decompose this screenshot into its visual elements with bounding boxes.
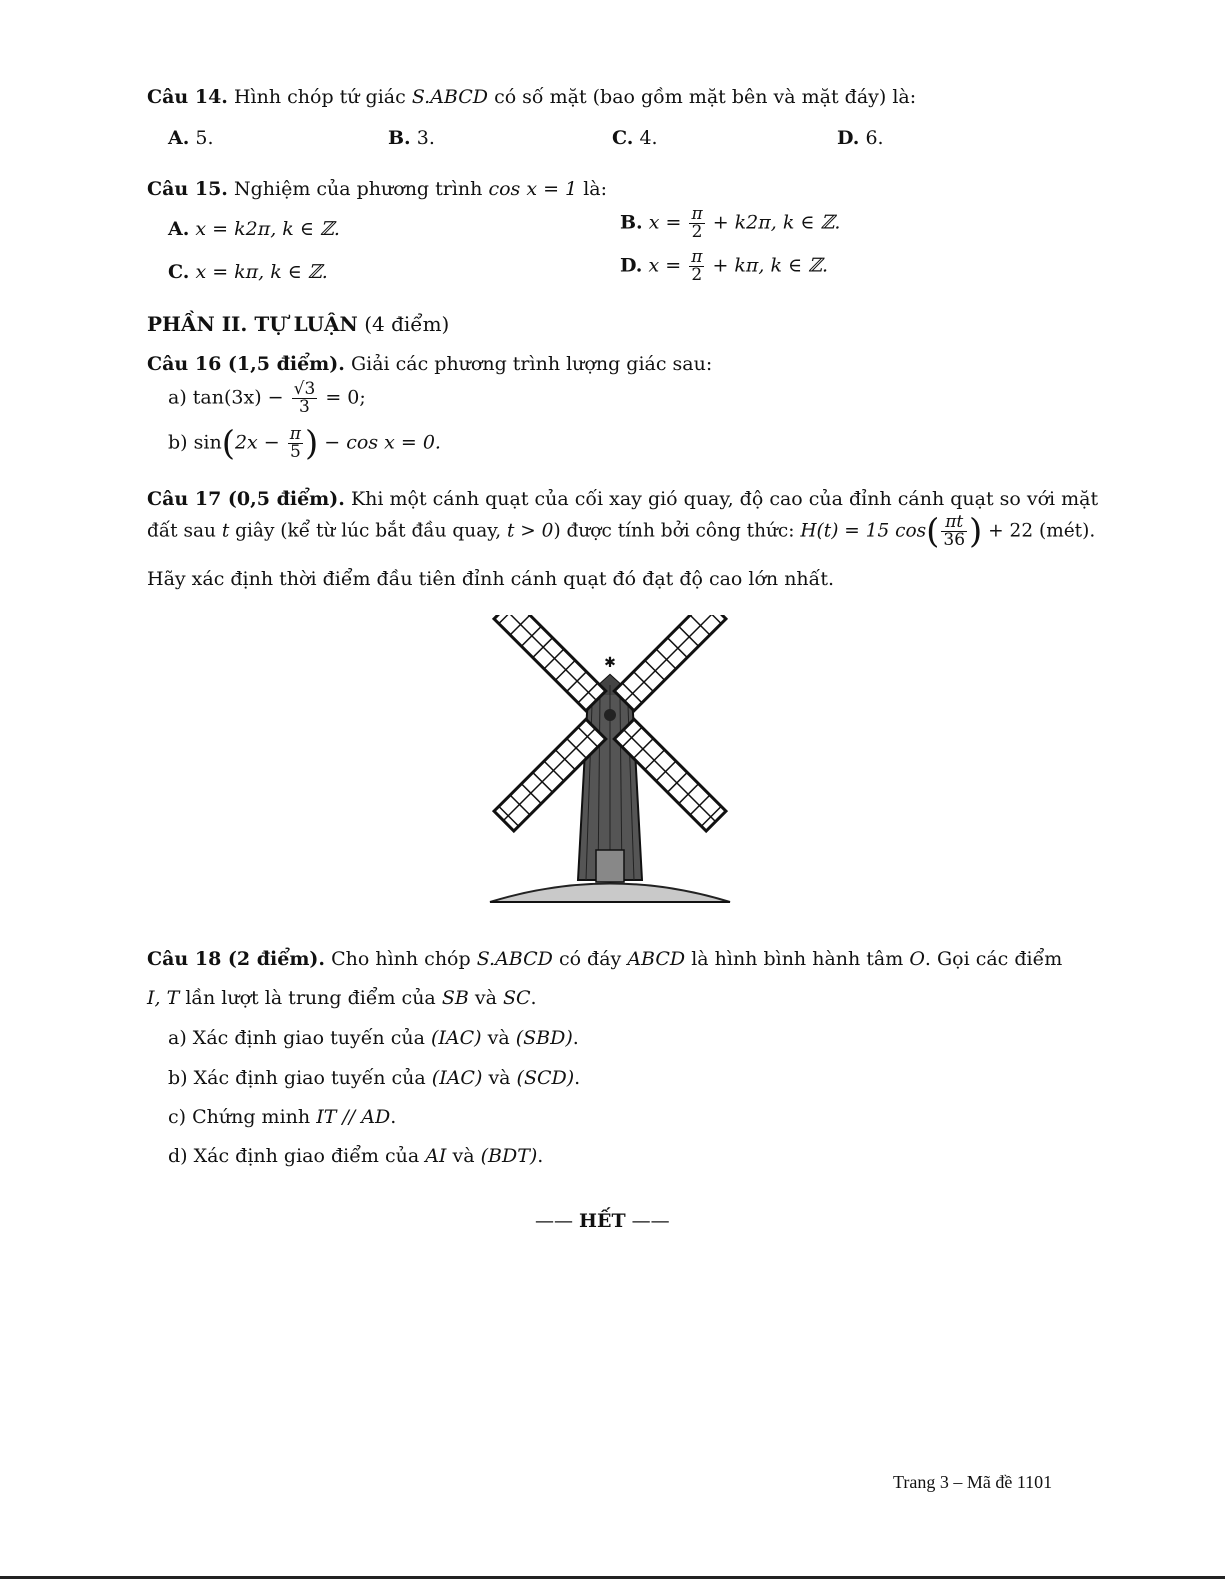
- q18-part-c: c) Chứng minh IT // AD.: [168, 1106, 397, 1128]
- q17-label: Câu 17 (0,5 điểm).: [147, 488, 345, 510]
- q16-part-b: b) sin(2x − $\frac{\pi}{5}$ ) − cos x = 0.: [168, 423, 441, 464]
- q15-option-b: B. x = $\frac{\pi}{2}$ + k2π, k ∈ ℤ.: [620, 204, 841, 242]
- bottom-rule: [0, 1576, 1225, 1579]
- q18-label: Câu 18 (2 điểm).: [147, 948, 326, 970]
- end-mark: —— HẾT ——: [535, 1210, 670, 1232]
- q18-part-d: d) Xác định giao điểm của AI và (BDT).: [168, 1145, 544, 1167]
- q14-label: Câu 14.: [147, 86, 228, 108]
- q14-option-d: D. 6.: [837, 127, 884, 149]
- q18-part-b: b) Xác định giao tuyến của (IAC) và (SCD).: [168, 1067, 581, 1089]
- q15-stem: Câu 15. Nghiệm của phương trình cos x = 1 là:: [147, 178, 607, 200]
- page-footer: Trang 3 – Mã đề 1101: [893, 1472, 1053, 1492]
- windmill-image: [480, 615, 740, 910]
- q14-option-b: B. 3.: [388, 127, 435, 149]
- q17-line1: Câu 17 (0,5 điểm). Khi một cánh quạt của cối xay gió quay, độ cao của đỉnh cánh quạt so với mặt: [147, 488, 1099, 510]
- q15-option-c: C. x = kπ, k ∈ ℤ.: [168, 261, 328, 283]
- part2-heading: PHẦN II. TỰ LUẬN (4 điểm): [147, 312, 450, 336]
- q14-option-a: A. 5.: [168, 127, 214, 149]
- q14-stem: Câu 14. Hình chóp tứ giác S.ABCD có số mặt (bao gồm mặt bên và mặt đáy) là:: [147, 86, 917, 108]
- q16-part-a: a) tan(3x) − $\frac{√3}{3}$ = 0;: [168, 379, 366, 417]
- svg-text:✱: ✱: [604, 655, 616, 671]
- q15-option-d: D. x = $\frac{\pi}{2}$ + kπ, k ∈ ℤ.: [620, 247, 829, 285]
- q18-line2: I, T lần lượt là trung điểm của SB và SC.: [147, 987, 537, 1009]
- q17-line3: Hãy xác định thời điểm đầu tiên đỉnh cánh quạt đó đạt độ cao lớn nhất.: [147, 568, 834, 590]
- q15-label: Câu 15.: [147, 178, 228, 200]
- q18-part-a: a) Xác định giao tuyến của (IAC) và (SBD).: [168, 1027, 579, 1049]
- q16-stem: Câu 16 (1,5 điểm). Giải các phương trình lượng giác sau:: [147, 353, 713, 375]
- q18-line1: Câu 18 (2 điểm). Cho hình chóp S.ABCD có đáy ABCD là hình bình hành tâm O. Gọi các điểm: [147, 948, 1063, 970]
- q16-label: Câu 16 (1,5 điểm).: [147, 353, 345, 375]
- q14-option-c: C. 4.: [612, 127, 658, 149]
- q17-line2: đất sau t giây (kể từ lúc bắt đầu quay, t > 0) được tính bởi công thức: H(t) = 15 cos( $\frac{\pi t}{36}$ ) + 22 (mét).: [147, 511, 1096, 552]
- q15-option-a: A. x = k2π, k ∈ ℤ.: [168, 218, 340, 240]
